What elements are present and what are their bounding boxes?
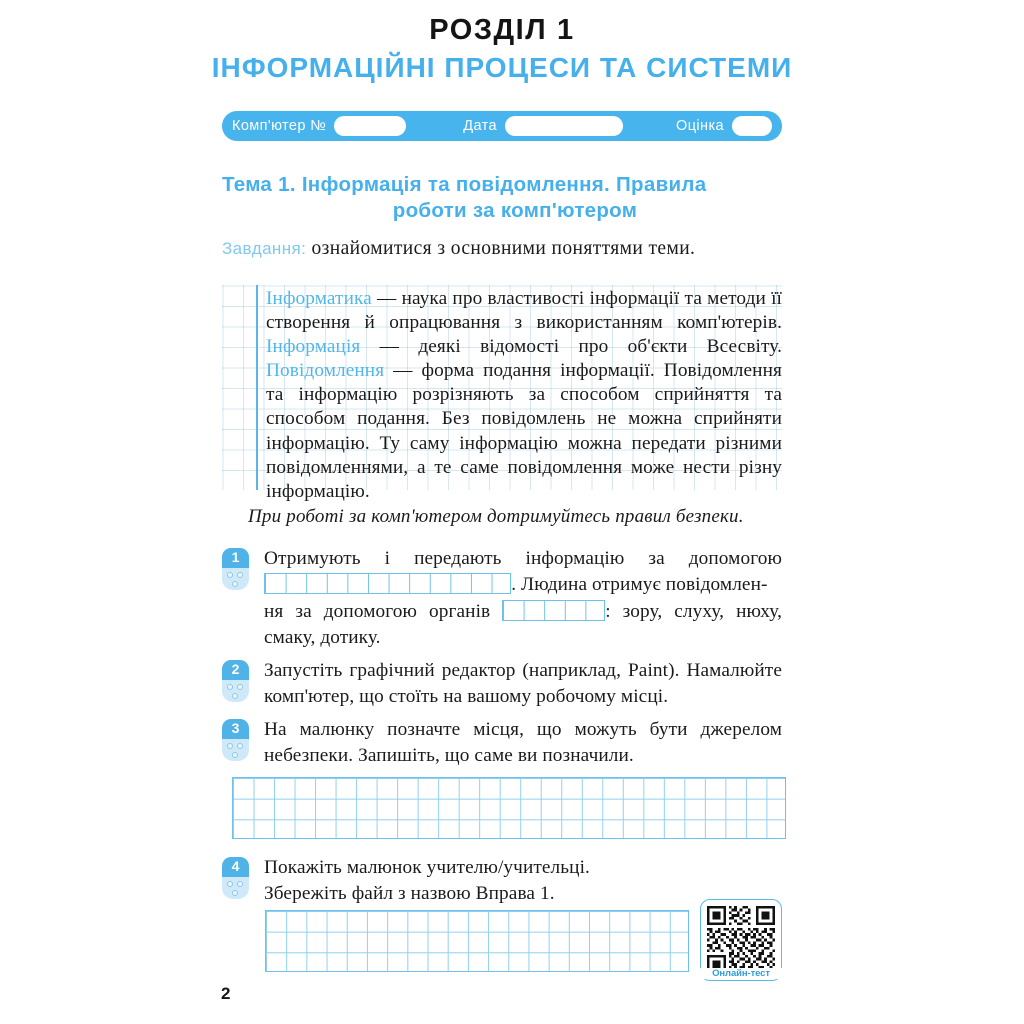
mouse-marker-icon bbox=[222, 857, 249, 899]
answer-grid-task-3[interactable] bbox=[232, 777, 786, 839]
mouse-dot-right bbox=[237, 881, 243, 887]
answer-blank-b[interactable] bbox=[502, 600, 605, 621]
term-information: Інформація bbox=[266, 336, 361, 358]
topic-heading bbox=[222, 172, 782, 224]
qr-code-label: Онлайн-тест bbox=[700, 968, 782, 979]
mouse-marker-icon bbox=[222, 660, 249, 702]
task-2-text: Запустіть графічний редактор (наприклад, Paint). Намалюйте комп'ютер, що стоїть на вашому робочому місці. bbox=[264, 660, 782, 707]
task-4-text bbox=[264, 855, 782, 906]
computer-number-label: Комп'ютер № bbox=[232, 118, 327, 134]
mouse-dot-left bbox=[227, 572, 233, 578]
task-1-line-2 bbox=[264, 572, 782, 598]
definition-box bbox=[222, 285, 782, 502]
page-title bbox=[222, 14, 782, 47]
task-number: 2 bbox=[222, 660, 249, 680]
safety-note: При роботі за комп'ютером дотримуйтесь правил безпеки. bbox=[248, 506, 744, 527]
mouse-dot-right bbox=[237, 572, 243, 578]
task-1-text bbox=[264, 546, 782, 650]
task-1-text-b: . Людина отримує повідомлен- bbox=[511, 573, 768, 595]
grade-label: Оцінка bbox=[676, 118, 724, 134]
task-number: 1 bbox=[222, 548, 249, 568]
mouse-dot-left bbox=[227, 743, 233, 749]
task-3-text: На малюнку позначте місця, що можуть бути джерелом небезпеки. Запишіть, що саме ви позначили. bbox=[264, 719, 782, 766]
task-1-line-3 bbox=[264, 599, 782, 650]
grade-input[interactable] bbox=[732, 116, 772, 136]
term-message: Повідомлення bbox=[266, 360, 385, 382]
date-label: Дата bbox=[463, 118, 497, 134]
computer-number-group bbox=[232, 116, 406, 136]
task-1-line-1: Отримують і передають інформацію за допомогою bbox=[264, 548, 782, 569]
definition-text bbox=[266, 287, 782, 504]
task-1-text-b2: ня за допомогою органів bbox=[264, 601, 503, 622]
task-number: 3 bbox=[222, 719, 249, 739]
chapter-subtitle: ІНФОРМАЦІЙНІ ПРОЦЕСИ ТА СИСТЕМИ bbox=[211, 52, 793, 83]
qr-code-svg bbox=[707, 906, 775, 974]
date-group bbox=[463, 116, 623, 136]
task-number: 4 bbox=[222, 857, 249, 877]
definition-part-1: — наука про властивості інформації та методи її створення й опрацювання з використанням комп'ютерів. bbox=[266, 288, 782, 334]
task-4-line-1: Покажіть малюнок учителю/учительці. bbox=[264, 857, 590, 878]
grade-group bbox=[676, 116, 772, 136]
answer-grid-task-4[interactable] bbox=[265, 910, 689, 972]
mouse-dot-right bbox=[237, 684, 243, 690]
term-informatics: Інформатика bbox=[266, 288, 372, 309]
definition-part-2: — деякі відомості про об'єкти Всесвіту. bbox=[360, 336, 782, 358]
mouse-dot-left bbox=[227, 881, 233, 887]
topic-line-1: Тема 1. Інформація та повідомлення. Правила bbox=[222, 173, 707, 196]
definition-part-3: — форма подання інформації. Повідомлення та інформацію розрізняють за способом сприйняття та способом подання. Без повідомлень не можна сприйняти інформацію. Ту саму інформацію можна передати різними повідомленнями, а те саме повідомлення може нести різну інформацію. bbox=[266, 360, 782, 502]
mouse-dot-wheel bbox=[232, 890, 238, 896]
chapter-number: 1 bbox=[557, 14, 575, 46]
date-input[interactable] bbox=[505, 116, 623, 136]
topic-line-2: роботи за комп'ютером bbox=[392, 199, 638, 222]
task-1-text-c: : зору, слуху, нюху, смаку, дотику. bbox=[264, 601, 782, 648]
mouse-dot-wheel bbox=[232, 581, 238, 587]
mouse-marker-icon bbox=[222, 719, 249, 761]
student-meta-bar bbox=[222, 111, 782, 141]
mouse-marker-icon bbox=[222, 548, 249, 590]
computer-number-input[interactable] bbox=[334, 116, 406, 136]
task-4-line-2: Збережіть файл з назвою Вправа 1. bbox=[264, 882, 555, 904]
mouse-dot-left bbox=[227, 684, 233, 690]
assignment-line bbox=[222, 238, 695, 260]
assignment-text: ознайомитися з основними поняттями теми. bbox=[306, 238, 696, 259]
assignment-label: Завдання: bbox=[222, 239, 307, 258]
mouse-dot-wheel bbox=[232, 693, 238, 699]
chapter-label: РОЗДІЛ bbox=[429, 14, 548, 46]
page-number: 2 bbox=[221, 984, 231, 1003]
mouse-dot-wheel bbox=[232, 752, 238, 758]
mouse-dot-right bbox=[237, 743, 243, 749]
answer-blank-a[interactable] bbox=[264, 573, 511, 594]
